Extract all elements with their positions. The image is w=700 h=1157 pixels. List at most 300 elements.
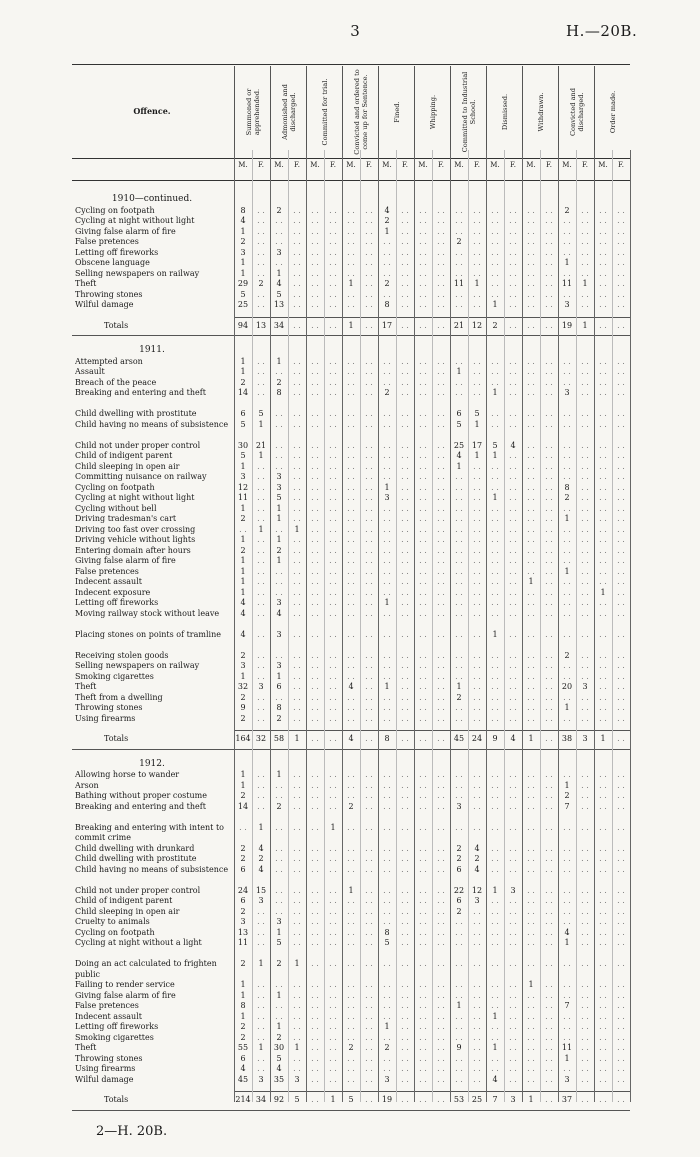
count-cell: 4: [258, 843, 264, 853]
table-row: [72, 409, 630, 420]
count-cell: 2: [276, 377, 282, 387]
count-cell: . .: [293, 854, 301, 863]
total-cell: . .: [509, 320, 517, 330]
count-cell: 8: [384, 927, 390, 937]
count-cell: . .: [401, 608, 409, 618]
count-cell: . .: [437, 226, 445, 236]
count-cell: . .: [455, 1022, 463, 1031]
count-cell: . .: [455, 959, 463, 968]
count-cell: . .: [509, 896, 517, 905]
count-cell: . .: [311, 801, 319, 811]
count-cell: . .: [581, 545, 589, 555]
count-cell: . .: [293, 451, 301, 460]
count-cell: . .: [509, 864, 517, 874]
count-cell: . .: [419, 514, 427, 523]
count-cell: . .: [419, 535, 427, 544]
count-cell: 1: [258, 524, 264, 534]
count-cell: . .: [419, 959, 427, 968]
count-cell: . .: [329, 1043, 337, 1052]
count-cell: . .: [383, 268, 391, 278]
count-cell: . .: [419, 671, 427, 681]
count-cell: . .: [257, 258, 265, 267]
count-cell: . .: [311, 650, 319, 660]
count-cell: . .: [581, 843, 589, 853]
count-cell: . .: [455, 247, 463, 257]
count-cell: 4: [240, 608, 246, 618]
count-cell: . .: [365, 703, 373, 712]
count-cell: . .: [599, 770, 607, 779]
count-cell: . .: [257, 545, 265, 555]
count-cell: . .: [473, 577, 481, 586]
total-cell: 24: [471, 734, 483, 743]
total-cell: 164: [235, 734, 251, 743]
count-cell: . .: [401, 801, 409, 811]
count-cell: . .: [545, 843, 553, 853]
count-cell: . .: [581, 959, 589, 968]
count-cell: . .: [311, 409, 319, 418]
total-cell: 1: [582, 320, 588, 330]
count-cell: . .: [563, 661, 571, 670]
count-cell: . .: [347, 629, 355, 639]
count-cell: . .: [563, 247, 571, 257]
count-cell: . .: [527, 226, 535, 236]
count-cell: . .: [599, 864, 607, 874]
count-cell: . .: [437, 682, 445, 691]
count-cell: 1: [276, 503, 282, 513]
count-cell: . .: [401, 1053, 409, 1063]
count-cell: . .: [275, 524, 283, 534]
count-cell: . .: [599, 661, 607, 670]
count-cell: . .: [293, 216, 301, 225]
count-cell: . .: [599, 885, 607, 895]
count-cell: 4: [276, 608, 282, 618]
count-cell: . .: [365, 896, 373, 905]
count-cell: . .: [491, 524, 499, 534]
count-cell: . .: [383, 854, 391, 863]
table-row: [72, 1064, 630, 1075]
count-cell: . .: [563, 268, 571, 278]
count-cell: 3: [510, 885, 516, 895]
count-cell: . .: [437, 482, 445, 492]
count-cell: . .: [527, 493, 535, 502]
count-cell: . .: [491, 356, 499, 366]
offence-name: Throwing stones: [75, 289, 143, 299]
table-row: [72, 300, 630, 311]
count-cell: . .: [491, 461, 499, 471]
count-cell: . .: [473, 791, 481, 800]
count-cell: 3: [276, 472, 282, 481]
count-cell: 1: [384, 1022, 390, 1031]
count-cell: . .: [545, 566, 553, 576]
count-cell: . .: [347, 535, 355, 544]
count-cell: . .: [545, 896, 553, 905]
count-cell: . .: [599, 493, 607, 502]
column-divider: [540, 150, 541, 1102]
total-cell: . .: [311, 734, 319, 743]
count-cell: . .: [311, 268, 319, 278]
table-row: [72, 980, 630, 991]
count-cell: . .: [329, 927, 337, 937]
count-cell: . .: [545, 598, 553, 607]
count-cell: . .: [509, 503, 517, 513]
count-cell: 3: [276, 629, 282, 639]
count-cell: . .: [509, 419, 517, 429]
count-cell: . .: [365, 237, 373, 246]
count-cell: . .: [455, 770, 463, 779]
count-cell: . .: [437, 1011, 445, 1021]
count-cell: . .: [293, 556, 301, 565]
count-cell: 1: [348, 279, 354, 288]
count-cell: . .: [293, 545, 301, 555]
column-group-header: Convicted and ordered to come up for Sentence.: [342, 66, 379, 158]
count-cell: 5: [276, 493, 282, 502]
count-cell: . .: [329, 917, 337, 926]
count-cell: . .: [383, 896, 391, 905]
count-cell: . .: [329, 524, 337, 534]
count-cell: . .: [599, 503, 607, 513]
column-divider: [360, 150, 361, 1102]
count-cell: . .: [473, 927, 481, 937]
count-cell: . .: [419, 419, 427, 429]
offence-name: Theft: [75, 682, 97, 691]
count-cell: 3: [240, 247, 246, 257]
count-cell: . .: [419, 770, 427, 779]
count-cell: . .: [437, 535, 445, 544]
count-cell: . .: [617, 535, 625, 544]
count-cell: . .: [365, 692, 373, 702]
count-cell: . .: [401, 927, 409, 937]
count-cell: . .: [257, 367, 265, 376]
count-cell: . .: [401, 226, 409, 236]
count-cell: 4: [348, 682, 354, 691]
count-cell: . .: [527, 205, 535, 215]
count-cell: . .: [383, 419, 391, 429]
count-cell: . .: [365, 216, 373, 225]
count-cell: . .: [401, 419, 409, 429]
count-cell: . .: [365, 1001, 373, 1010]
table-row: [72, 844, 630, 855]
total-cell: 34: [273, 320, 285, 330]
count-cell: 1: [240, 367, 246, 376]
count-cell: . .: [617, 1064, 625, 1073]
count-cell: . .: [509, 205, 517, 215]
count-cell: . .: [581, 1064, 589, 1073]
year-heading: [72, 345, 630, 356]
count-cell: 9: [456, 1043, 462, 1052]
count-cell: . .: [509, 938, 517, 947]
count-cell: . .: [599, 1022, 607, 1031]
column-divider: [234, 150, 235, 1102]
count-cell: . .: [437, 1043, 445, 1052]
sex-subheader: M.: [562, 161, 572, 169]
count-cell: . .: [581, 885, 589, 895]
count-cell: . .: [257, 608, 265, 618]
column-divider: [558, 150, 559, 1102]
count-cell: . .: [563, 959, 571, 968]
count-cell: . .: [491, 247, 499, 257]
count-cell: . .: [545, 1053, 553, 1063]
count-cell: . .: [599, 791, 607, 800]
total-cell: 7: [492, 1095, 498, 1104]
count-cell: . .: [401, 959, 409, 968]
count-cell: . .: [563, 409, 571, 418]
count-cell: 1: [384, 482, 390, 492]
count-cell: . .: [509, 566, 517, 576]
count-cell: . .: [617, 608, 625, 618]
count-cell: . .: [401, 885, 409, 895]
count-cell: . .: [275, 440, 283, 450]
count-cell: . .: [383, 822, 391, 832]
count-cell: . .: [419, 377, 427, 387]
count-cell: . .: [257, 938, 265, 947]
count-cell: . .: [473, 289, 481, 299]
count-cell: . .: [419, 409, 427, 418]
count-cell: . .: [473, 692, 481, 702]
count-cell: . .: [311, 556, 319, 565]
count-cell: . .: [509, 356, 517, 366]
count-cell: . .: [491, 692, 499, 702]
count-cell: . .: [383, 1032, 391, 1042]
count-cell: . .: [545, 388, 553, 397]
count-cell: . .: [401, 854, 409, 863]
count-cell: 1: [456, 367, 462, 376]
table-row: [72, 802, 630, 823]
count-cell: 4: [474, 843, 480, 853]
count-cell: . .: [347, 938, 355, 947]
count-cell: . .: [563, 367, 571, 376]
count-cell: . .: [509, 247, 517, 257]
count-cell: . .: [599, 205, 607, 215]
count-cell: . .: [617, 650, 625, 660]
count-cell: . .: [527, 247, 535, 257]
count-cell: . .: [545, 556, 553, 565]
count-cell: . .: [473, 367, 481, 376]
count-cell: . .: [311, 577, 319, 586]
total-cell: 4: [348, 734, 354, 743]
count-cell: 1: [240, 577, 246, 586]
column-divider: [288, 150, 289, 1102]
count-cell: . .: [329, 682, 337, 691]
total-cell: . .: [401, 734, 409, 743]
table-row: [72, 781, 630, 792]
column-group-header: Admonished and discharged.: [270, 66, 307, 158]
count-cell: . .: [419, 917, 427, 926]
count-cell: . .: [365, 959, 373, 968]
total-cell: 1: [330, 1095, 336, 1104]
count-cell: . .: [311, 791, 319, 800]
count-cell: . .: [437, 791, 445, 800]
count-cell: . .: [527, 801, 535, 811]
count-cell: . .: [347, 237, 355, 246]
count-cell: . .: [419, 577, 427, 586]
count-cell: . .: [257, 598, 265, 607]
count-cell: . .: [617, 854, 625, 863]
sex-subheader: M.: [526, 161, 536, 169]
table-row: [72, 367, 630, 378]
count-cell: . .: [311, 959, 319, 968]
count-cell: 1: [492, 493, 498, 502]
totals-row: [72, 1095, 630, 1106]
count-cell: . .: [329, 258, 337, 267]
count-cell: . .: [365, 801, 373, 811]
count-cell: 2: [240, 959, 246, 968]
count-cell: . .: [509, 472, 517, 481]
count-cell: . .: [509, 682, 517, 691]
count-cell: . .: [347, 608, 355, 618]
count-cell: . .: [293, 780, 301, 790]
count-cell: . .: [347, 896, 355, 905]
column-divider: [468, 150, 469, 1102]
count-cell: . .: [419, 703, 427, 712]
count-cell: . .: [257, 300, 265, 309]
total-cell: . .: [437, 320, 445, 330]
count-cell: . .: [599, 1001, 607, 1010]
count-cell: . .: [419, 482, 427, 492]
count-cell: . .: [599, 801, 607, 811]
count-cell: . .: [473, 1074, 481, 1084]
count-cell: . .: [293, 356, 301, 366]
count-cell: . .: [437, 258, 445, 267]
sex-subheader: M.: [418, 161, 428, 169]
count-cell: . .: [509, 226, 517, 236]
count-cell: 1: [276, 1022, 282, 1031]
count-cell: . .: [617, 388, 625, 397]
count-cell: . .: [527, 461, 535, 471]
count-cell: . .: [293, 577, 301, 586]
count-cell: . .: [401, 268, 409, 278]
count-cell: . .: [419, 289, 427, 299]
count-cell: . .: [437, 927, 445, 937]
count-cell: . .: [293, 938, 301, 947]
count-cell: . .: [257, 980, 265, 989]
count-cell: . .: [545, 990, 553, 1000]
count-cell: . .: [257, 356, 265, 366]
count-cell: . .: [257, 1001, 265, 1010]
count-cell: . .: [473, 545, 481, 555]
count-cell: 13: [237, 927, 249, 937]
count-cell: . .: [365, 650, 373, 660]
count-cell: . .: [527, 854, 535, 863]
count-cell: . .: [581, 472, 589, 481]
count-cell: . .: [311, 388, 319, 397]
count-cell: . .: [491, 482, 499, 492]
count-cell: . .: [509, 843, 517, 853]
count-cell: . .: [527, 556, 535, 565]
count-cell: . .: [293, 247, 301, 257]
column-group-header: Dismissed.: [486, 66, 523, 158]
count-cell: . .: [329, 577, 337, 586]
count-cell: . .: [257, 1011, 265, 1021]
count-cell: . .: [329, 237, 337, 246]
count-cell: . .: [437, 419, 445, 429]
count-cell: . .: [527, 1074, 535, 1084]
count-cell: 1: [258, 451, 264, 460]
count-cell: . .: [347, 247, 355, 257]
count-cell: . .: [365, 791, 373, 800]
count-cell: . .: [545, 237, 553, 246]
count-cell: . .: [329, 367, 337, 376]
count-cell: 1: [294, 1043, 300, 1052]
count-cell: . .: [365, 770, 373, 779]
offence-name: Child having no means of subsistence: [75, 864, 229, 874]
count-cell: 1: [330, 822, 336, 832]
offence-name: Letting off fireworks: [75, 247, 159, 257]
count-cell: . .: [581, 917, 589, 926]
count-cell: . .: [545, 864, 553, 874]
count-cell: 3: [240, 472, 246, 481]
count-cell: . .: [509, 608, 517, 618]
sex-subheader: M.: [310, 161, 320, 169]
count-cell: . .: [563, 671, 571, 681]
count-cell: . .: [275, 1011, 283, 1021]
count-cell: . .: [491, 801, 499, 811]
count-cell: . .: [473, 1053, 481, 1063]
count-cell: 1: [276, 556, 282, 565]
total-cell: . .: [599, 320, 607, 330]
count-cell: . .: [563, 472, 571, 481]
count-cell: 2: [348, 801, 354, 811]
count-cell: . .: [419, 682, 427, 691]
count-cell: . .: [563, 461, 571, 471]
count-cell: . .: [473, 216, 481, 225]
count-cell: . .: [311, 770, 319, 779]
table-row: [72, 907, 630, 918]
count-cell: . .: [419, 822, 427, 832]
count-cell: 8: [564, 482, 570, 492]
count-cell: . .: [527, 237, 535, 246]
count-cell: . .: [347, 268, 355, 278]
count-cell: . .: [491, 980, 499, 989]
count-cell: . .: [401, 237, 409, 246]
count-cell: 8: [240, 205, 246, 215]
count-cell: . .: [599, 854, 607, 863]
count-cell: . .: [275, 419, 283, 429]
totals-label: Totals: [104, 734, 129, 743]
count-cell: 1: [240, 268, 246, 278]
total-cell: 1: [600, 734, 606, 743]
count-cell: . .: [599, 598, 607, 607]
count-cell: . .: [365, 503, 373, 513]
count-cell: 1: [564, 1053, 570, 1063]
count-cell: . .: [527, 419, 535, 429]
count-cell: . .: [455, 650, 463, 660]
total-cell: 53: [453, 1095, 465, 1104]
count-cell: . .: [617, 917, 625, 926]
count-cell: 4: [240, 629, 246, 639]
count-cell: . .: [617, 216, 625, 225]
count-cell: . .: [527, 843, 535, 853]
count-cell: . .: [581, 650, 589, 660]
count-cell: . .: [293, 703, 301, 712]
count-cell: . .: [617, 377, 625, 387]
count-cell: . .: [617, 205, 625, 215]
count-cell: . .: [617, 780, 625, 790]
total-cell: 1: [348, 320, 354, 330]
count-cell: . .: [563, 822, 571, 832]
count-cell: . .: [311, 1011, 319, 1021]
count-cell: . .: [473, 1011, 481, 1021]
sex-subheader: F.: [294, 161, 300, 169]
count-cell: . .: [329, 503, 337, 513]
count-cell: . .: [617, 587, 625, 597]
count-cell: . .: [599, 451, 607, 460]
offence-name: False pretences: [75, 1001, 139, 1010]
total-cell: 25: [471, 1095, 483, 1104]
column-group-header: Withdrawn.: [522, 66, 559, 158]
count-cell: . .: [473, 300, 481, 309]
count-cell: . .: [491, 671, 499, 681]
count-cell: . .: [419, 713, 427, 723]
